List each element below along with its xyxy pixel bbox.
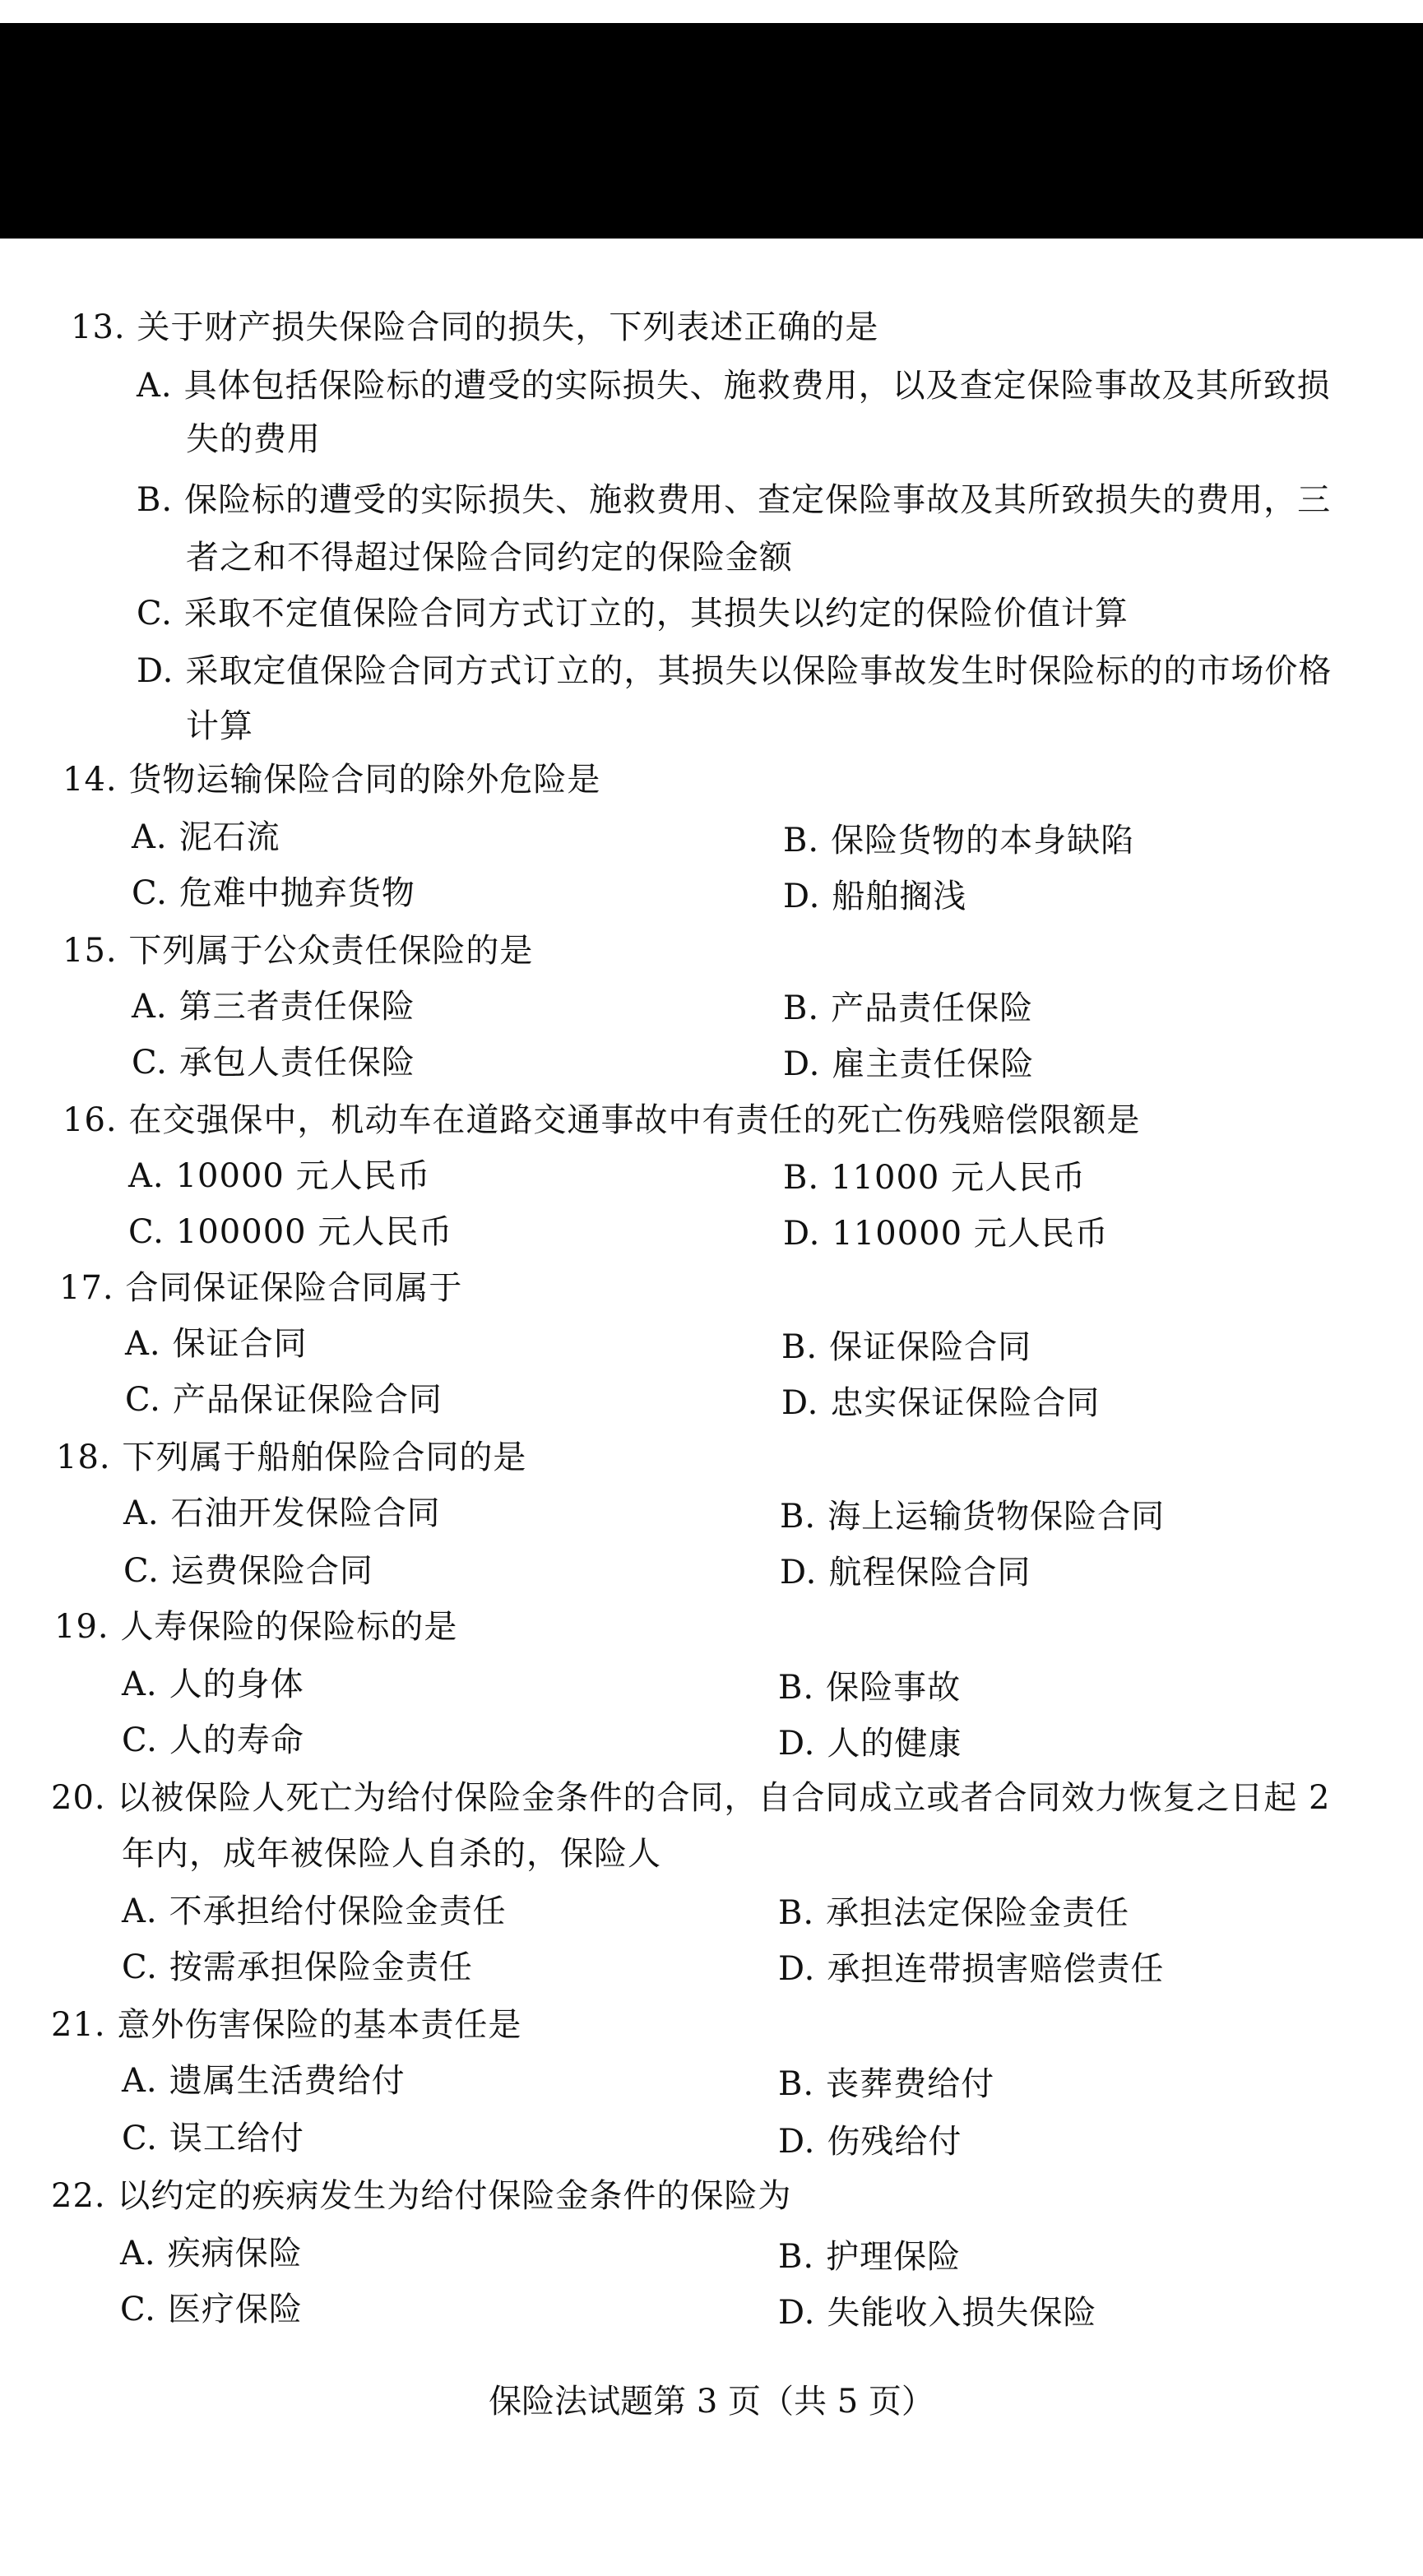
q13-option-d bbox=[137, 650, 1332, 693]
option-text: 保证合同 bbox=[172, 1325, 308, 1363]
option-label: D. bbox=[781, 1384, 819, 1422]
question-number: 16. bbox=[63, 1101, 118, 1139]
option-label: B. bbox=[137, 481, 174, 519]
option-text: 人的寿命 bbox=[169, 1721, 304, 1759]
question-text: 在交强保中，机动车在道路交通事故中有责任的死亡伤残赔偿限额是 bbox=[128, 1101, 1141, 1139]
option-text: 110000 元人民币 bbox=[832, 1215, 1109, 1253]
q17-option-c bbox=[125, 1378, 443, 1421]
option-label: D. bbox=[778, 1950, 816, 1988]
q20-option-d bbox=[778, 1948, 1164, 1990]
q19-option-d bbox=[778, 1722, 962, 1765]
option-text: 人的身体 bbox=[169, 1666, 304, 1703]
option-text: 承担连带损害赔偿责任 bbox=[827, 1950, 1165, 1988]
q14-option-a bbox=[132, 816, 280, 859]
q22-option-c bbox=[120, 2288, 303, 2331]
question-number: 20. bbox=[51, 1779, 106, 1817]
question-text: 意外伤害保险的基本责任是 bbox=[117, 2006, 522, 2044]
option-text: 疾病保险 bbox=[167, 2235, 303, 2273]
option-label: A. bbox=[132, 988, 168, 1026]
question-13-stem bbox=[71, 306, 878, 349]
option-text: 产品保证保险合同 bbox=[172, 1381, 443, 1419]
option-label: B. bbox=[783, 989, 820, 1027]
option-text: 具体包括保险标的遭受的实际损失、施救费用，以及查定保险事故及其所致损 bbox=[183, 367, 1331, 405]
option-label: A. bbox=[128, 1157, 165, 1195]
option-text: 第三者责任保险 bbox=[178, 988, 415, 1026]
q19-option-c bbox=[122, 1719, 304, 1762]
q16-option-c bbox=[128, 1211, 452, 1253]
q14-option-c bbox=[132, 872, 415, 915]
question-17-stem bbox=[59, 1267, 462, 1309]
q19-option-b bbox=[778, 1666, 961, 1709]
option-text: 海上运输货物保险合同 bbox=[827, 1498, 1166, 1536]
option-label: C. bbox=[137, 595, 173, 632]
q14-option-d bbox=[783, 875, 966, 918]
question-number: 18. bbox=[56, 1439, 111, 1476]
question-text: 下列属于公众责任保险的是 bbox=[128, 932, 534, 970]
q13-option-a-cont: 失的费用 bbox=[186, 420, 321, 458]
q20-option-b bbox=[778, 1892, 1129, 1934]
option-label: C. bbox=[122, 1948, 158, 1986]
option-text: 航程保险合同 bbox=[828, 1554, 1031, 1591]
option-text: 人的健康 bbox=[827, 1725, 962, 1763]
question-text: 以被保险人死亡为给付保险金条件的合同，自合同成立或者合同效力恢复之日起 2 bbox=[117, 1779, 1331, 1817]
option-text: 丧葬费给付 bbox=[826, 2065, 995, 2103]
option-label: D. bbox=[783, 878, 821, 915]
question-number: 14. bbox=[63, 761, 118, 799]
q17-option-a bbox=[125, 1323, 308, 1365]
option-text: 100000 元人民币 bbox=[175, 1213, 453, 1251]
option-label: B. bbox=[783, 1159, 820, 1197]
option-text: 采取不定值保险合同方式订立的，其损失以约定的保险价值计算 bbox=[183, 595, 1129, 632]
question-number: 15. bbox=[63, 932, 118, 970]
option-label: B. bbox=[778, 2238, 815, 2276]
option-label: B. bbox=[780, 1498, 817, 1536]
option-text: 医疗保险 bbox=[167, 2291, 303, 2328]
question-14-stem bbox=[63, 758, 600, 801]
q22-option-a bbox=[120, 2232, 303, 2275]
option-text: 石油开发保险合同 bbox=[170, 1494, 441, 1532]
option-text: 泥石流 bbox=[178, 818, 280, 856]
option-label: A. bbox=[122, 1666, 158, 1703]
question-number: 17. bbox=[59, 1269, 114, 1307]
q13-option-d-cont: 计算 bbox=[186, 707, 253, 745]
option-label: A. bbox=[123, 1494, 160, 1532]
option-text: 11000 元人民币 bbox=[831, 1159, 1087, 1197]
q13-option-b bbox=[137, 479, 1331, 521]
option-label: D. bbox=[783, 1215, 821, 1253]
option-label: D. bbox=[778, 2123, 816, 2161]
question-text: 以约定的疾病发生为给付保险金条件的保险为 bbox=[117, 2177, 792, 2215]
q16-option-a bbox=[128, 1155, 431, 1198]
option-label: D. bbox=[137, 652, 174, 690]
question-text: 关于财产损失保险合同的损失，下列表述正确的是 bbox=[137, 308, 879, 346]
question-text: 合同保证保险合同属于 bbox=[125, 1269, 463, 1307]
option-text: 采取定值保险合同方式订立的，其损失以保险事故发生时保险标的的市场价格 bbox=[185, 652, 1333, 690]
option-label: A. bbox=[125, 1325, 161, 1363]
q22-option-b bbox=[778, 2235, 961, 2278]
question-text: 人寿保险的保险标的是 bbox=[120, 1608, 458, 1646]
option-text: 雇主责任保险 bbox=[832, 1045, 1035, 1083]
question-number: 21. bbox=[51, 2006, 106, 2044]
option-label: C. bbox=[132, 874, 168, 912]
q15-option-a bbox=[132, 985, 415, 1028]
q18-option-d bbox=[780, 1551, 1031, 1594]
question-15-stem bbox=[63, 929, 533, 972]
q18-option-b bbox=[780, 1495, 1165, 1538]
option-label: B. bbox=[778, 2065, 815, 2103]
option-text: 忠实保证保险合同 bbox=[830, 1384, 1101, 1422]
option-text: 危难中抛弃货物 bbox=[178, 874, 415, 912]
option-text: 护理保险 bbox=[826, 2238, 962, 2276]
q15-option-b bbox=[783, 987, 1033, 1030]
option-label: A. bbox=[120, 2235, 156, 2273]
question-21-stem bbox=[51, 2004, 521, 2046]
option-label: C. bbox=[128, 1213, 165, 1251]
option-label: D. bbox=[783, 1045, 821, 1083]
q20-option-c bbox=[122, 1946, 473, 1989]
q16-option-d bbox=[783, 1212, 1109, 1255]
option-text: 船舶搁浅 bbox=[832, 878, 967, 915]
option-label: C. bbox=[132, 1044, 168, 1082]
option-label: C. bbox=[120, 2291, 156, 2328]
q13-option-c bbox=[137, 592, 1129, 635]
option-text: 保险货物的本身缺陷 bbox=[831, 822, 1135, 859]
option-label: B. bbox=[781, 1328, 818, 1366]
question-text: 货物运输保险合同的除外危险是 bbox=[128, 761, 601, 799]
q20-option-a bbox=[122, 1890, 507, 1933]
q17-option-b bbox=[781, 1326, 1031, 1369]
option-label: C. bbox=[122, 1721, 158, 1759]
option-text: 伤残给付 bbox=[827, 2123, 962, 2161]
q21-option-c bbox=[122, 2117, 304, 2160]
option-text: 运费保险合同 bbox=[170, 1552, 373, 1590]
q13-option-a bbox=[137, 364, 1331, 407]
question-19-stem bbox=[54, 1605, 457, 1648]
page-footer: 保险法试题第 3 页（共 5 页） bbox=[489, 2383, 934, 2421]
option-text: 按需承担保险金责任 bbox=[169, 1948, 473, 1986]
option-label: A. bbox=[122, 2062, 158, 2100]
redacted-header-block bbox=[0, 23, 1423, 239]
option-text: 10000 元人民币 bbox=[175, 1157, 431, 1195]
question-text: 下列属于船舶保险合同的是 bbox=[122, 1439, 527, 1476]
option-text: 承包人责任保险 bbox=[178, 1044, 415, 1082]
question-16-stem bbox=[63, 1099, 1140, 1142]
option-text: 失能收入损失保险 bbox=[827, 2294, 1097, 2332]
q17-option-d bbox=[781, 1382, 1100, 1425]
option-label: B. bbox=[783, 822, 820, 859]
q19-option-a bbox=[122, 1663, 304, 1706]
option-label: C. bbox=[122, 2120, 158, 2157]
question-18-stem bbox=[56, 1436, 526, 1479]
question-number: 22. bbox=[51, 2177, 106, 2215]
q16-option-b bbox=[783, 1156, 1086, 1199]
option-label: D. bbox=[778, 1725, 816, 1763]
question-20-stem-cont: 年内，成年被保险人自杀的，保险人 bbox=[122, 1835, 661, 1873]
question-22-stem bbox=[51, 2175, 791, 2217]
q22-option-d bbox=[778, 2291, 1096, 2334]
question-number: 13. bbox=[71, 308, 126, 346]
question-number: 19. bbox=[54, 1608, 109, 1646]
option-label: A. bbox=[137, 367, 173, 405]
q15-option-d bbox=[783, 1043, 1034, 1086]
option-label: A. bbox=[132, 818, 168, 856]
option-label: B. bbox=[778, 1669, 815, 1707]
q15-option-c bbox=[132, 1041, 415, 1084]
option-label: B. bbox=[778, 1894, 815, 1932]
question-20-stem bbox=[51, 1777, 1331, 1819]
option-label: C. bbox=[125, 1381, 161, 1419]
q21-option-d bbox=[778, 2120, 962, 2163]
option-label: A. bbox=[122, 1893, 158, 1930]
option-label: D. bbox=[780, 1554, 818, 1591]
option-text: 产品责任保险 bbox=[831, 989, 1034, 1027]
option-label: D. bbox=[778, 2294, 816, 2332]
option-text: 不承担给付保险金责任 bbox=[169, 1893, 507, 1930]
option-text: 保险标的遭受的实际损失、施救费用、查定保险事故及其所致损失的费用，三 bbox=[184, 481, 1332, 519]
q18-option-c bbox=[123, 1550, 373, 1592]
q21-option-a bbox=[122, 2059, 406, 2102]
option-text: 遗属生活费给付 bbox=[169, 2062, 406, 2100]
option-label: C. bbox=[123, 1552, 160, 1590]
option-text: 误工给付 bbox=[169, 2120, 304, 2157]
q14-option-b bbox=[783, 819, 1134, 862]
q18-option-a bbox=[123, 1492, 441, 1535]
q13-option-b-cont: 者之和不得超过保险合同约定的保险金额 bbox=[186, 539, 793, 577]
option-text: 保险事故 bbox=[826, 1669, 962, 1707]
option-text: 保证保险合同 bbox=[829, 1328, 1032, 1366]
option-text: 承担法定保险金责任 bbox=[826, 1894, 1130, 1932]
q21-option-b bbox=[778, 2063, 994, 2106]
